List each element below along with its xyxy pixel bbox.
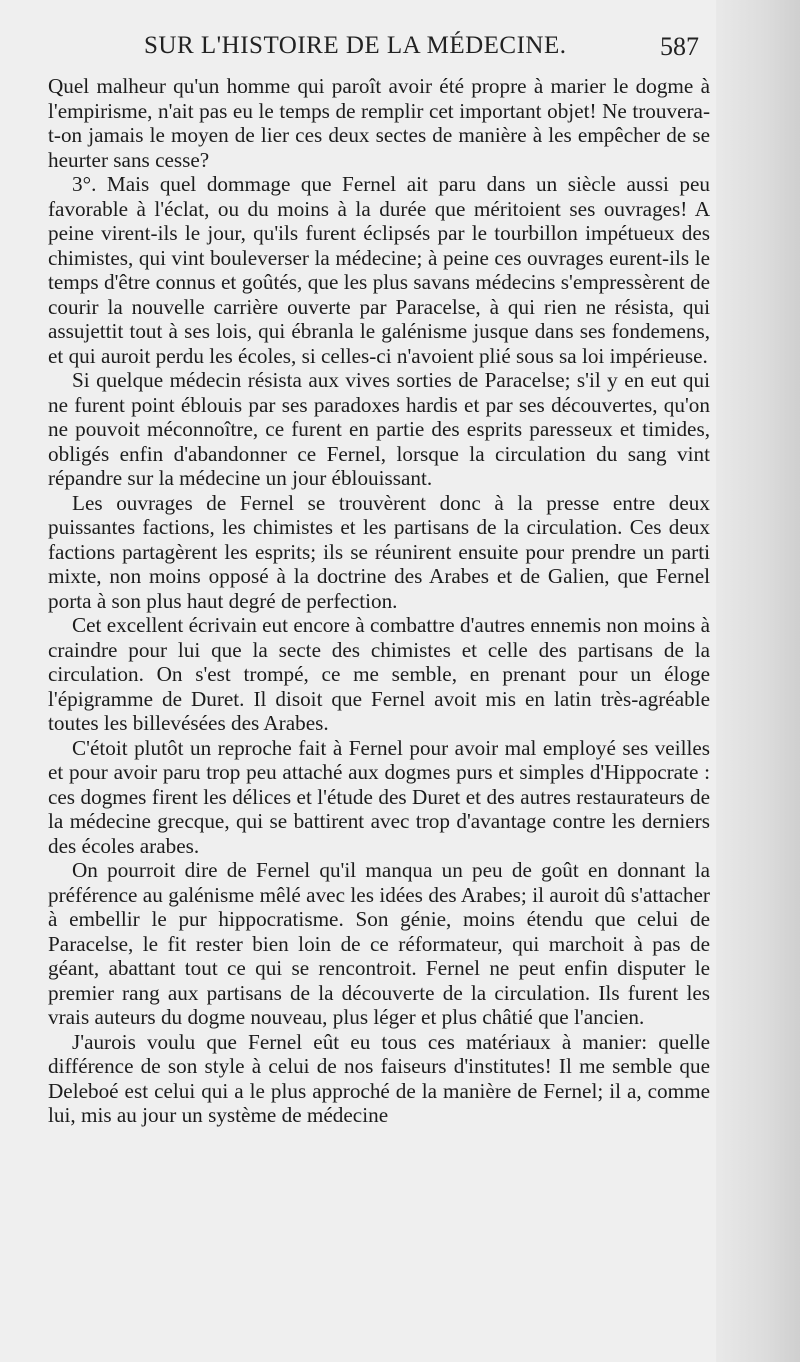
paragraph: C'étoit plutôt un reproche fait à Fernel pour avoir mal employé ses veilles et pour avoir paru trop peu attaché aux dogmes purs et simples d'Hippocrate : ces dogmes firent les délices et l'étude des Duret et des autres restaurateurs de la médecine grecque, qui se battirent avec trop d'avantage contre les derniers des écoles arabes.: [48, 735, 710, 858]
body-text: [48, 74, 710, 1128]
paragraph: Les ouvrages de Fernel se trouvèrent donc à la presse entre deux puissantes factions, les chimistes et les partisans de la circulation. Ces deux factions partagèrent les esprits; ils se réunirent ensuite pour prendre un parti mixte, non moins opposé à la doctrine des Arabes et de Galien, que Fernel porta à son plus haut degré de perfection.: [48, 490, 710, 613]
paragraph: J'aurois voulu que Fernel eût eu tous ces matériaux à manier: quelle différence de son style à celui de nos faiseurs d'institutes! Il me semble que Deleboé est celui qui a le plus approché de la manière de Fernel; il a, comme lui, mis au jour un système de médecine: [48, 1029, 710, 1127]
page-number: 587: [660, 32, 699, 61]
paragraph: Si quelque médecin résista aux vives sorties de Paracelse; s'il y en eut qui ne furent point éblouis par ses paradoxes hardis et par ses découvertes, qu'on ne pouvoit méconnoître, ce furent en partie des esprits paresseux et timides, obligés enfin d'abandonner ce Fernel, lorsque la circulation du sang vint répandre sur la médecine un jour éblouissant.: [48, 368, 710, 490]
page-edge-shadow: [716, 0, 800, 1362]
page-header: [48, 30, 710, 74]
paragraph: On pourroit dire de Fernel qu'il manqua un peu de goût en donnant la préférence au galénisme mêlé avec les idées des Arabes; il auroit dû s'attacher à embellir le pur hippocratisme. Son génie, moins étendu que celui de Paracelse, le fit rester bien loin de ce réformateur, qui marchoit à pas de géant, abattant tout ce qui se rencontroit. Fernel ne peut enfin disputer le premier rang aux partisans de la découverte de la circulation. Ils furent les vrais auteurs du dogme nouveau, plus léger et plus châtié que l'ancien.: [48, 858, 710, 1029]
paragraph: Quel malheur qu'un homme qui paroît avoir été propre à marier le dogme à l'empirisme, n'ait pas eu le temps de remplir cet important objet! Ne trouvera-t-on jamais le moyen de lier ces deux sectes de manière à les empêcher de se heurter sans cesse?: [48, 74, 710, 172]
paragraph: 3°. Mais quel dommage que Fernel ait paru dans un siècle aussi peu favorable à l'éclat, ou du moins à la durée que méritoient ses ouvrages! A peine virent-ils le jour, qu'ils furent éclipsés par le tourbillon impétueux des chimistes, qui vint bouleverser la médecine; à peine ces ouvrages eurent-ils le temps d'être connus et goûtés, que les plus savans médecins s'empressèrent de courir la nouvelle carrière ouverte par Paracelse, à qui rien ne résista, qui assujettit tout à ses lois, qui ébranla le galénisme jusque dans ses fondemens, et qui auroit perdu les écoles, si celles-ci n'avoient plié sous sa loi impérieuse.: [48, 172, 710, 368]
paragraph: Cet excellent écrivain eut encore à combattre d'autres ennemis non moins à craindre pour lui que la secte des chimistes et celle des partisans de la circulation. On s'est trompé, ce me semble, en prenant pour un éloge l'épigramme de Duret. Il disoit que Fernel avoit mis en latin très-agréable toutes les billevésées des Arabes.: [48, 613, 710, 735]
running-title: SUR L'HISTOIRE DE LA MÉDECINE.: [144, 32, 567, 59]
